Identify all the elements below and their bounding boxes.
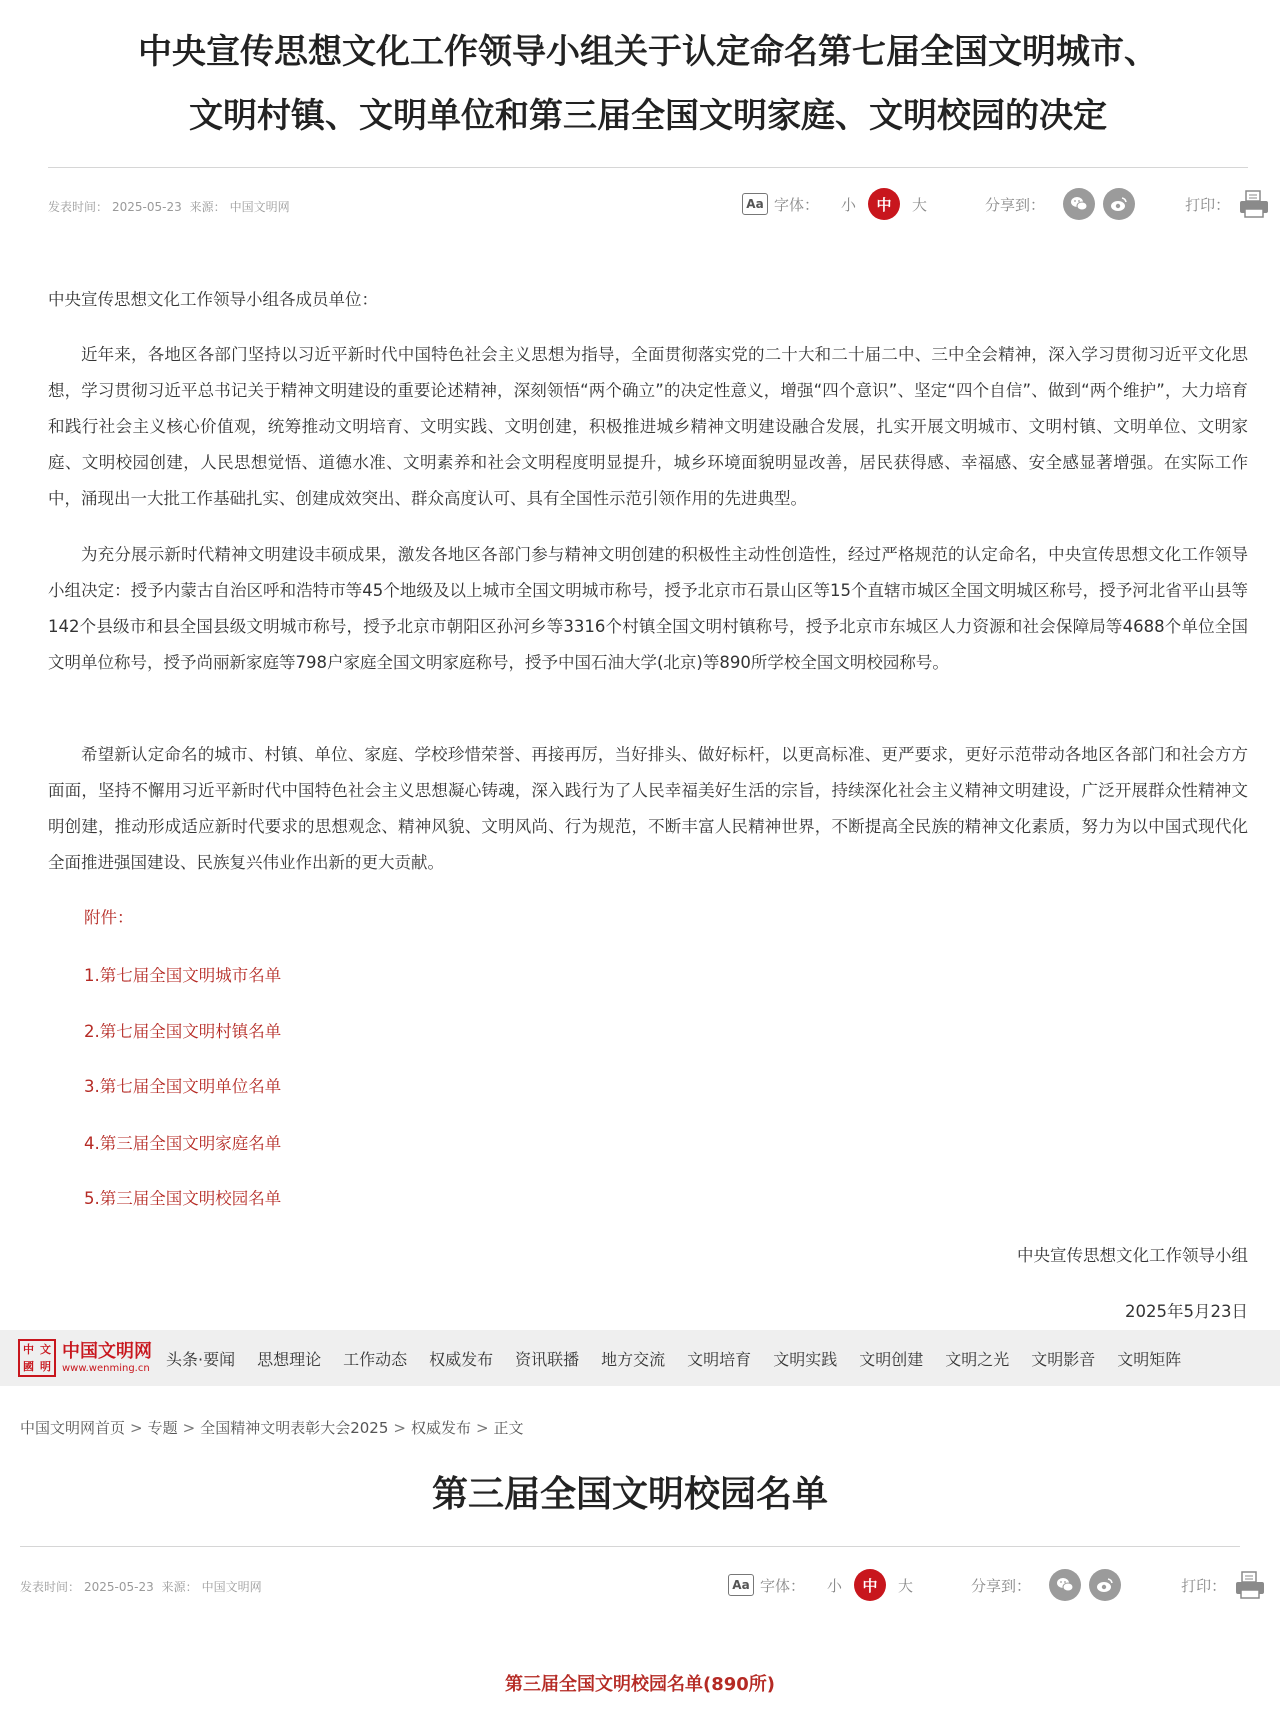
breadcrumb-topic[interactable]: 专题 (147, 1419, 178, 1437)
signature-date: 2025年5月23日 (1125, 1302, 1248, 1321)
weibo-icon[interactable] (1103, 188, 1135, 220)
paragraph-1: 近年来，各地区各部门坚持以习近平新时代中国特色社会主义思想为指导，全面贯彻落实党的二十大和二十届二中、三中全会精神，深入学习贯彻习近平文化思想，学习贯彻习近平总书记关于精神文明建设的重要论述精神，深刻领悟“两个确立”的决定性意义，增强“四个意识”、坚定“四个自信”、做到“两个维护”，大力培育和践行社会主义核心价值观，统筹推动文明培育、文明实践、文明创建，积极推进城乡精神文明建设融合发展，扎实开展文明城市、文明村镇、文明单位、文明家庭、文明校园创建，人民思想觉悟、道德水准、文明素养和社会文明程度明显提升，城乡环境面貌明显改善，居民获得感、幸福感、安全感显著增强。在实际工作中，涌现出一大批工作基础扎实、创建成效突出、群众高度认可、具有全国性示范引领作用的先进典型。 (48, 345, 1248, 508)
weibo-icon[interactable] (1089, 1569, 1121, 1601)
font-small-button[interactable]: 小 (841, 195, 857, 214)
attachment-link-2[interactable]: 2.第七届全国文明村镇名单 (84, 1022, 282, 1041)
nav-item-info[interactable]: 资讯联播 (515, 1349, 580, 1369)
source-label: 来源： (189, 200, 226, 214)
breadcrumb: 中国文明网首页 > 专题 > 全国精神文明表彰大会2025 > 权威发布 > 正文 (20, 1419, 524, 1437)
attachment-link-3[interactable]: 3.第七届全国文明单位名单 (84, 1077, 282, 1096)
printer-icon[interactable] (1234, 1570, 1266, 1600)
printer-icon[interactable] (1238, 189, 1270, 219)
nav-item-local[interactable]: 地方交流 (601, 1349, 666, 1369)
article-title (48, 20, 1248, 148)
attachment-link-4[interactable]: 4.第三届全国文明家庭名单 (84, 1134, 282, 1153)
breadcrumb-official[interactable]: 权威发布 (410, 1419, 471, 1437)
source-name: 中国文明网 (201, 1580, 262, 1594)
attachments-label: 附件： (84, 908, 134, 927)
paragraph-2: 为充分展示新时代精神文明建设丰硕成果，激发各地区各部门参与精神文明创建的积极性主动性创造性，经过严格规范的认定命名，中央宣传思想文化工作领导小组决定：授予内蒙古自治区呼和浩特市等45个地级及以上城市全国文明城市称号，授予北京市石景山区等15个直辖市城区全国文明城区称号，授予河北省平山县等142个县级市和县全国县级文明城市称号，授予北京市朝阳区孙河乡等3316个村镇全国文明村镇称号，授予北京市东城区人力资源和社会保障局等4688个单位全国文明单位称号，授予尚丽新家庭等798户家庭全国文明家庭称号，授予中国石油大学(北京)等890所学校全国文明校园称号。 (48, 545, 1248, 672)
article-title-line-1: 中央宣传思想文化工作领导小组关于认定命名第七届全国文明城市、 (138, 32, 1158, 72)
site-navbar (0, 1330, 1280, 1386)
nav-item-light[interactable]: 文明之光 (945, 1349, 1010, 1369)
share-label: 分享到： (985, 195, 1046, 214)
logo-seal-icon: 中 文 國 明 (18, 1339, 56, 1377)
article-toolbar (742, 187, 1270, 221)
print-label: 打印： (1185, 195, 1231, 214)
list-title: 第三届全国文明校园名单(890所) (504, 1674, 776, 1695)
nav-item-practice[interactable]: 文明实践 (773, 1349, 838, 1369)
article2-meta (20, 1578, 266, 1595)
font-medium-button[interactable]: 中 (854, 1569, 886, 1601)
share-label: 分享到： (971, 1576, 1032, 1595)
attachment-link-1[interactable]: 1.第七届全国文明城市名单 (84, 966, 282, 985)
publish-date: 2025-05-23 (112, 200, 182, 214)
wechat-icon[interactable] (1063, 188, 1095, 220)
nav-item-work-news[interactable]: 工作动态 (343, 1349, 408, 1369)
signature: 中央宣传思想文化工作领导小组 (1017, 1246, 1248, 1265)
breadcrumb-event[interactable]: 全国精神文明表彰大会2025 (200, 1419, 389, 1437)
source-label: 来源： (161, 1580, 198, 1594)
nav-item-official[interactable]: 权威发布 (429, 1349, 494, 1369)
font-label: 字体： (760, 1576, 806, 1595)
logo-name: 中国文明网 (62, 1341, 152, 1362)
font-large-button[interactable]: 大 (898, 1576, 914, 1595)
breadcrumb-home[interactable]: 中国文明网首页 (20, 1419, 126, 1437)
font-size-icon: Aa (742, 193, 768, 215)
attachment-link-5[interactable]: 5.第三届全国文明校园名单 (84, 1189, 282, 1208)
article2-title: 第三届全国文明校园名单 (431, 1474, 828, 1515)
title-divider (48, 167, 1248, 168)
wechat-icon[interactable] (1049, 1569, 1081, 1601)
font-label: 字体： (774, 195, 820, 214)
breadcrumb-current: 正文 (493, 1419, 524, 1437)
font-size-icon: Aa (728, 1574, 754, 1596)
nav-item-theory[interactable]: 思想理论 (257, 1349, 322, 1369)
salutation: 中央宣传思想文化工作领导小组各成员单位： (48, 290, 378, 309)
article2-divider (20, 1546, 1240, 1547)
font-large-button[interactable]: 大 (912, 195, 928, 214)
nav-item-cultivation[interactable]: 文明培育 (687, 1349, 752, 1369)
publish-label: 发表时间： (48, 200, 109, 214)
source-name: 中国文明网 (229, 200, 290, 214)
publish-label: 发表时间： (20, 1580, 81, 1594)
nav-item-headlines[interactable]: 头条·要闻 (166, 1349, 236, 1369)
nav-item-creation[interactable]: 文明创建 (859, 1349, 924, 1369)
font-medium-button[interactable]: 中 (868, 188, 900, 220)
logo-url: www.wenming.cn (62, 1363, 150, 1374)
nav-item-media[interactable]: 文明影音 (1031, 1349, 1096, 1369)
article-meta (48, 198, 294, 215)
publish-date: 2025-05-23 (84, 1580, 154, 1594)
site-logo[interactable] (18, 1339, 152, 1377)
print-label: 打印： (1181, 1576, 1227, 1595)
paragraph-3: 希望新认定命名的城市、村镇、单位、家庭、学校珍惜荣誉、再接再厉，当好排头、做好标杆，以更高标准、更严要求，更好示范带动各地区各部门和社会方方面面，坚持不懈用习近平新时代中国特色社会主义思想凝心铸魂，深入践行为了人民幸福美好生活的宗旨，持续深化社会主义精神文明建设，广泛开展群众性精神文明创建，推动形成适应新时代要求的思想观念、精神风貌、文明风尚、行为规范，不断丰富人民精神世界，不断提高全民族的精神文化素质，努力为以中国式现代化全面推进强国建设、民族复兴伟业作出新的更大贡献。 (48, 745, 1248, 872)
nav-item-matrix[interactable]: 文明矩阵 (1117, 1349, 1182, 1369)
font-small-button[interactable]: 小 (827, 1576, 843, 1595)
article-title-line-2: 文明村镇、文明单位和第三届全国文明家庭、文明校园的决定 (189, 96, 1107, 136)
article2-toolbar (728, 1568, 1266, 1602)
